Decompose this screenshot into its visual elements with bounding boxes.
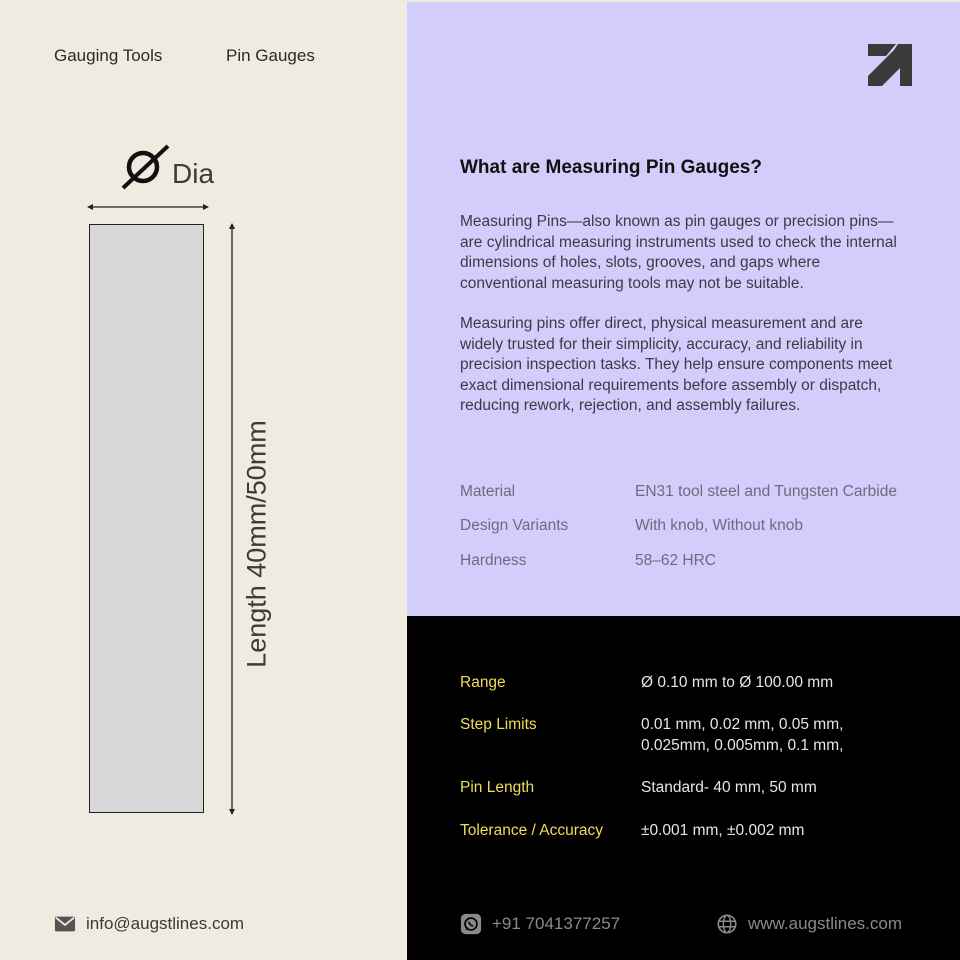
info-heading: What are Measuring Pin Gauges? [460,157,762,178]
info-paragraph-2: Measuring pins offer direct, physical measurement and are widely trusted for their simplicity, accuracy, and reliability in precision inspection tasks. They help ensure components meet exact dimensional requirements before assembly or dispatch, reducing rework, rejection, and assembly failures. [460,315,893,414]
footer-website[interactable]: www.augstlines.com [748,914,903,933]
mail-icon [54,913,76,935]
detail-key: Pin Length [460,779,535,796]
spec-value: With knob, Without knob [635,517,803,534]
diameter-dimension-arrow [86,198,210,216]
footer-website-link[interactable] [716,913,902,935]
spec-key: Material [460,483,516,500]
detail-value-line-2: 0.025mm, 0.005mm, 0.1 mm, [641,736,844,754]
spec-value: EN31 tool steel and Tungsten Carbide [635,483,897,500]
detail-key: Step Limits [460,716,537,733]
detail-key: Tolerance / Accuracy [460,822,604,839]
breadcrumb-product[interactable]: Pin Gauges [226,46,315,65]
globe-icon [716,913,738,935]
info-paragraph-1: Measuring Pins—also known as pin gauges or precision pins—are cylindrical measuring instruments used to check the internal dimensions of holes, slots, grooves, and gaps where conventional measuring tools may not be suitable. [460,213,897,292]
detail-value: Standard- 40 mm, 50 mm [641,779,817,796]
footer-email[interactable]: info@augstlines.com [86,914,245,933]
detail-value: 0.01 mm, 0.02 mm, 0.05 mm, [641,716,844,733]
detail-value: ±0.001 mm, ±0.002 mm [641,822,805,839]
length-dimension-arrow [223,222,241,816]
length-label: Length 40mm/50mm [241,420,272,668]
diameter-symbol-icon [118,142,172,192]
detail-value: Ø 0.10 mm to Ø 100.00 mm [641,674,834,691]
whatsapp-icon [460,913,482,935]
footer-email-link[interactable] [54,913,244,935]
footer-phone-link[interactable] [460,913,620,935]
breadcrumb-category[interactable]: Gauging Tools [54,46,163,65]
spec-value: 58–62 HRC [635,552,716,569]
brand-logo-icon[interactable] [866,42,914,88]
footer-phone[interactable]: +91 7041377257 [492,914,621,933]
spec-key: Design Variants [460,517,569,534]
pin-gauge-body [89,224,204,813]
detail-key: Range [460,674,506,691]
spec-key: Hardness [460,552,527,569]
diameter-label: Dia [172,158,215,189]
